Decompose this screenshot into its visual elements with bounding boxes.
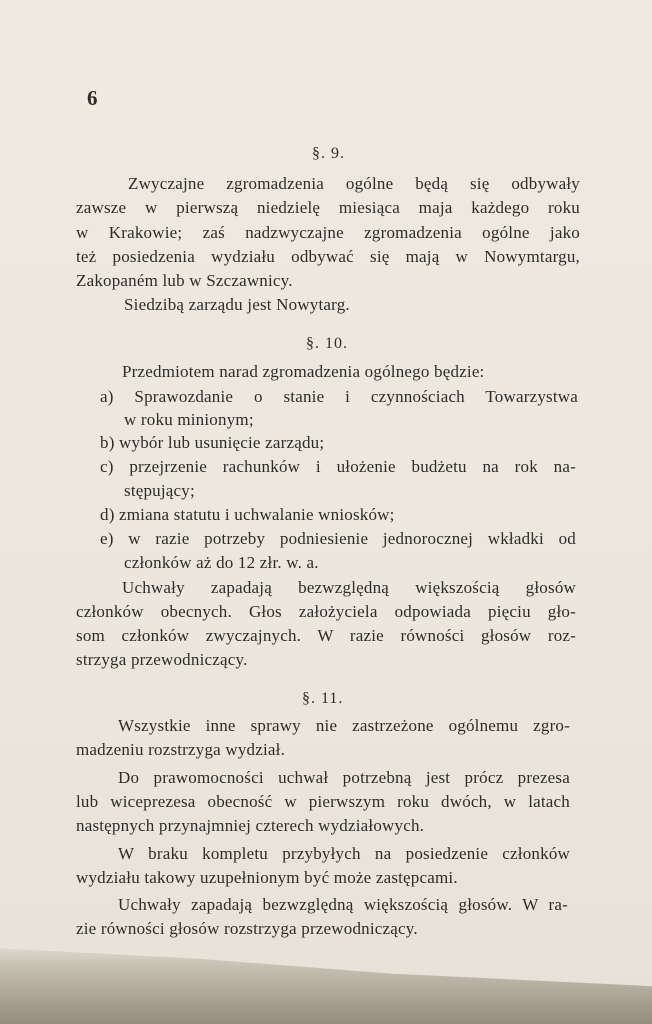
text-line: Uchwały zapadają bezwzględną większością głosów. W ra- [118, 895, 568, 914]
text-line: Uchwały zapadają bezwzględną większością głosów [122, 578, 576, 597]
section-heading-9: §. 9. [312, 145, 345, 162]
text-line: W braku kompletu przybyłych na posiedzenie członków [118, 844, 570, 863]
page-number: 6 [87, 86, 98, 110]
text-line: lub wiceprezesa obecność w pierwszym roku dwóch, w latach [76, 792, 570, 811]
text-line: członków aż do 12 złr. w. a. [124, 553, 319, 572]
text-line: w Krakowie; zaś nadzwyczajne zgromadzenia ogólne jako [76, 223, 580, 242]
text-line: stępujący; [124, 481, 195, 500]
text-line: następnych przynajmniej czterech wydziałowych. [76, 816, 425, 835]
text-line: członków obecnych. Głos założyciela odpowiada pięciu gło- [76, 602, 576, 621]
text-line: Do prawomocności uchwał potrzebną jest prócz prezesa [118, 768, 570, 787]
list-item-d: d) zmiana statutu i uchwalanie wniosków; [100, 505, 395, 524]
list-item-c: c) przejrzenie rachunków i ułożenie budżetu na rok na- [100, 457, 576, 476]
text-line: Przedmiotem narad zgromadzenia ogólnego będzie: [122, 362, 485, 381]
text-line: Zakopaném lub w Szczawnicy. [76, 271, 293, 290]
text-line: Wszystkie inne sprawy nie zastrzeżone ogólnemu zgro- [118, 716, 570, 735]
text-line: Zwyczajne zgromadzenia ogólne będą się odbywały [128, 174, 580, 193]
text-line: Siedzibą zarządu jest Nowytarg. [124, 295, 350, 314]
list-item-e: e) w razie potrzeby podniesienie jednorocznej wkładki od [100, 529, 576, 548]
list-item-a: a) Sprawozdanie o stanie i czynnościach Towarzystwa [100, 387, 578, 406]
text-line: strzyga przewodniczący. [76, 650, 248, 669]
text-line: też posiedzenia wydziału odbywać się mają w Nowymtargu, [76, 247, 580, 266]
text-line: zie równości głosów rozstrzyga przewodniczący. [76, 919, 418, 938]
section-heading-10: §. 10. [306, 335, 348, 352]
text-line: zawsze w pierwszą niedzielę miesiąca maja każdego roku [76, 198, 580, 217]
list-item-b: b) wybór lub usunięcie zarządu; [100, 433, 325, 452]
text-line: som członków zwyczajnych. W razie równości głosów roz- [76, 626, 576, 645]
page-edge-shadow [0, 940, 652, 1024]
text-line: w roku minionym; [124, 410, 254, 429]
text-line: madzeniu rozstrzyga wydział. [76, 740, 286, 759]
section-heading-11: §. 11. [302, 690, 344, 707]
text-line: wydziału takowy uzupełnionym być może zastępcami. [76, 868, 458, 887]
